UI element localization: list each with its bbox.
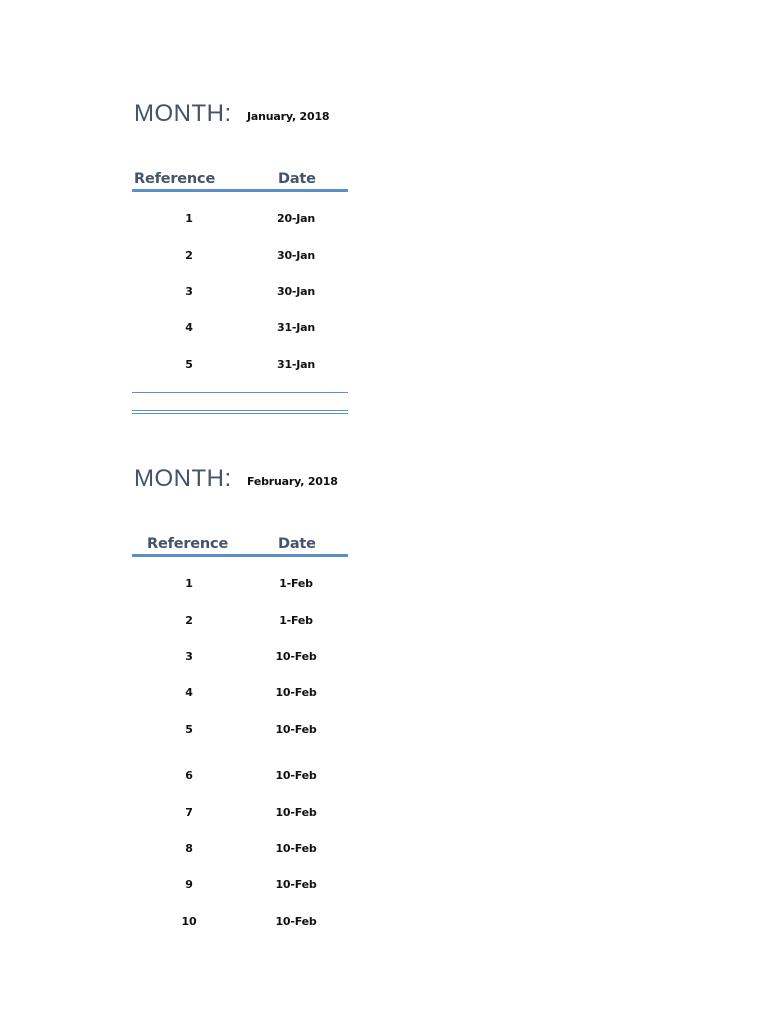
date-cell: 31-Jan (276, 358, 316, 371)
date-cell: 10-Feb (275, 723, 317, 736)
reference-cell: 4 (185, 686, 193, 699)
date-cell: 10-Feb (275, 806, 317, 819)
table-row (132, 614, 348, 632)
reference-cell: 2 (185, 614, 193, 627)
reference-cell: 4 (185, 321, 193, 334)
table-row (132, 249, 348, 267)
date-cell: 30-Jan (276, 249, 316, 262)
table-row (132, 285, 348, 303)
total-double-rule-bottom (132, 413, 348, 414)
reference-cell: 3 (185, 285, 193, 298)
table-row (132, 723, 348, 741)
reference-cell: 6 (185, 769, 193, 782)
date-cell: 10-Feb (275, 915, 317, 928)
date-cell: 20-Jan (276, 212, 316, 225)
date-cell: 30-Jan (276, 285, 316, 298)
table-row (132, 650, 348, 668)
reference-cell: 1 (185, 577, 193, 590)
reference-cell: 3 (185, 650, 193, 663)
month-section-february (132, 465, 348, 945)
table-row (132, 769, 348, 787)
reference-cell: 2 (185, 249, 193, 262)
date-cell: 10-Feb (275, 686, 317, 699)
header-underline (132, 554, 348, 557)
month-label: MONTH: (134, 100, 232, 127)
date-cell: 31-Jan (276, 321, 316, 334)
reference-cell: 10 (181, 915, 197, 928)
date-cell: 10-Feb (275, 878, 317, 891)
total-double-rule-top (132, 410, 348, 411)
table-row (132, 358, 348, 376)
date-cell: 10-Feb (275, 842, 317, 855)
month-section-january (132, 100, 348, 420)
month-value: January, 2018 (247, 110, 330, 123)
reference-cell: 8 (185, 842, 193, 855)
column-header-date: Date (278, 171, 316, 187)
reference-cell: 9 (185, 878, 193, 891)
reference-cell: 1 (185, 212, 193, 225)
column-header-reference: Reference (134, 171, 216, 187)
date-cell: 1-Feb (279, 577, 313, 590)
month-label: MONTH: (134, 465, 232, 492)
column-header-date: Date (278, 536, 316, 552)
table-row (132, 686, 348, 704)
reference-cell: 5 (185, 723, 193, 736)
reference-cell: 7 (185, 806, 193, 819)
table-row (132, 577, 348, 595)
table-bottom-rule (132, 392, 348, 393)
table-row (132, 321, 348, 339)
date-cell: 1-Feb (279, 614, 313, 627)
date-cell: 10-Feb (275, 769, 317, 782)
reference-cell: 5 (185, 358, 193, 371)
month-value: February, 2018 (247, 475, 338, 488)
table-row (132, 842, 348, 860)
date-cell: 10-Feb (275, 650, 317, 663)
header-underline (132, 189, 348, 192)
table-row (132, 806, 348, 824)
table-row (132, 915, 348, 933)
table-row (132, 212, 348, 230)
column-header-reference: Reference (147, 536, 229, 552)
table-row (132, 878, 348, 896)
